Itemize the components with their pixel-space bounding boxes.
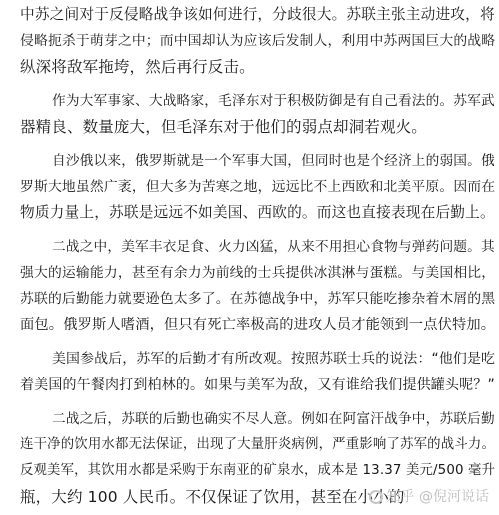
paragraph-line: 二战之后，苏联的后勤也确实不尽人意。例如在阿富汗战争中，苏联后勤 xyxy=(52,411,495,427)
paragraph-line: 面包。俄罗斯人嗜酒，但只有死亡率极高的进攻人员才能领到一点伏特加。 xyxy=(20,317,496,333)
paragraph-line: 纵深将敌军拖垮，然后再行反击。 xyxy=(20,58,255,76)
paragraph-line: 自沙俄以来，俄罗斯就是一个军事大国，但同时也是个经济上的弱国。俄 xyxy=(52,153,495,169)
watermark xyxy=(369,485,489,509)
paragraph-line: 苏联的后勤能力就要逊色太多了。在苏德战争中，苏军只能吃掺杂着木屑的黑 xyxy=(20,291,496,307)
paragraph-line: 反观美军，其饮用水都是采购于东南亚的矿泉水，成本是 13.37 美元/500 毫升 xyxy=(20,463,496,478)
paragraph-line: 物质力量上，苏联是远远不如美国、西欧的。而这也直接表现在后勤上。 xyxy=(20,204,495,221)
paragraph-line: 二战之中，美军丰衣足食、火力凶猛，从来不用担心食物与弹药问题。其 xyxy=(52,239,495,255)
paragraph-line: 器精良、数量庞大，但毛泽东对于他们的弱点却洞若观火。 xyxy=(20,118,427,136)
paragraph-line: 强大的运输能力，甚至有余力为前线的士兵提供冰淇淋与蛋糕。与美国相比， xyxy=(20,265,496,281)
watermark-text: 知乎 @倪河说话 xyxy=(386,489,489,505)
paragraph-line: 美国参战后，苏军的后勤才有所改观。按照苏联士兵的说法：“他们是吃 xyxy=(52,351,496,367)
paragraph-line: 作为大军事家、大战略家，毛泽东对于积极防御是有自己看法的。苏军武 xyxy=(52,93,495,109)
paragraph-line: 着美国的午餐肉打到柏林的。如果与美军为敌，又有谁给我们提供罐头呢？” xyxy=(20,377,495,393)
paragraph-line: 罗斯大地虽然广袤，但大多为苦寒之地，远远比不上西欧和北美平原。因而在 xyxy=(20,179,496,195)
paragraph-line: 连干净的饮用水都无法保证，出现了大量肝炎病例，严重影响了苏军的战斗力。 xyxy=(20,437,496,452)
zhihu-logo-icon xyxy=(369,490,383,504)
paragraph-line: 中苏之间对于反侵略战争该如何进行，分歧很大。苏联主张主动进攻，将 xyxy=(20,6,495,23)
paragraph-line: 侵略扼杀于萌芽之中；而中国却认为应该后发制人，利用中苏两国巨大的战略 xyxy=(20,33,496,49)
paragraph-line: 瓶，大约 100 人民币。不仅保证了饮用，甚至在小小的 xyxy=(20,488,405,506)
